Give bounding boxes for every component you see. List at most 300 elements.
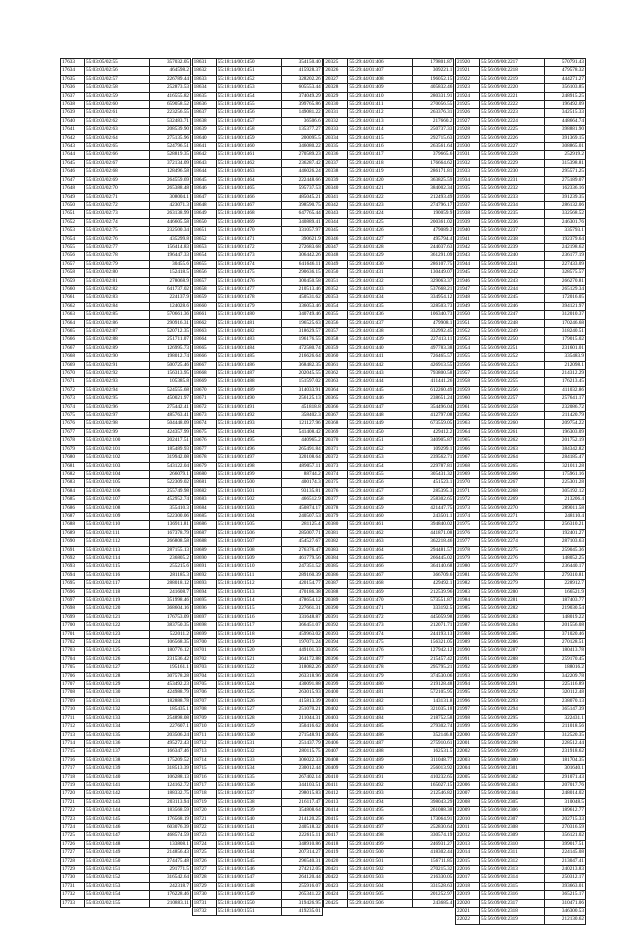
table-row [61, 185, 191, 193]
row-id-cell: 17677 [61, 428, 85, 436]
timestamp-cell: 55:56:09/00:2272 [479, 521, 544, 529]
table-row [455, 529, 585, 537]
table-row [455, 185, 585, 193]
timestamp-cell: 55:29:44/01:485 [348, 723, 413, 731]
timestamp-cell: 55:03:03/02:115 [85, 563, 150, 571]
value-cell: 256310.21 [544, 521, 585, 529]
timestamp-cell: 55:56:09/00:2300 [479, 756, 544, 764]
table-row [455, 681, 585, 689]
table-row [455, 109, 585, 117]
timestamp-cell: 55:56:09/00:2223 [479, 109, 544, 117]
table-row [61, 168, 191, 176]
value-cell: 572105.95 [413, 689, 454, 697]
timestamp-cell: 55:18:14/00:1472 [216, 243, 281, 251]
timestamp-cell: 55:56:09/00:2260 [479, 420, 544, 428]
timestamp-cell: 55:03:03/02:148 [85, 840, 150, 848]
table-row [61, 899, 191, 907]
table-row [192, 647, 322, 655]
table-row [324, 92, 454, 100]
row-id-cell: 18664 [192, 336, 216, 344]
table-row [61, 353, 191, 361]
timestamp-cell: 55:18:14/00:1550 [216, 899, 281, 907]
value-cell: 372134.09 [150, 159, 191, 167]
row-id-cell: 20387 [324, 580, 348, 588]
value-cell: 250312.17 [544, 874, 585, 882]
timestamp-cell: 55:03:03/02:73 [85, 210, 150, 218]
timestamp-cell: 55:18:14/00:1465 [216, 185, 281, 193]
row-id-cell: 20425 [324, 899, 348, 907]
table-row [61, 849, 191, 857]
row-id-cell: 17641 [61, 126, 85, 134]
table-row [324, 101, 454, 109]
timestamp-cell: 55:29:44/01:427 [348, 235, 413, 243]
row-id-cell: 17659 [61, 277, 85, 285]
row-id-cell: 17665 [61, 328, 85, 336]
row-id-cell: 20367 [324, 412, 348, 420]
timestamp-cell: 55:03:03/02:64 [85, 134, 150, 142]
value-cell: 267402.14 [281, 773, 322, 781]
value-cell: 196492.09 [544, 101, 585, 109]
value-cell: 348910.86 [281, 840, 322, 848]
table-row [455, 874, 585, 882]
table-row [455, 479, 585, 487]
row-id-cell: 21934 [455, 176, 479, 184]
timestamp-cell: 55:56:09/00:2306 [479, 807, 544, 815]
timestamp-cell: 55:29:44/01:486 [348, 731, 413, 739]
row-id-cell: 18641 [192, 143, 216, 151]
row-id-cell: 18631 [192, 59, 216, 67]
value-cell: 202417.51 [150, 437, 191, 445]
value-cell: 216117.47 [281, 798, 322, 806]
row-id-cell: 17717 [61, 765, 85, 773]
timestamp-cell: 55:03:03/02:60 [85, 101, 150, 109]
timestamp-cell: 55:18:14/00:1521 [216, 655, 281, 663]
value-cell: 167378.79 [150, 529, 191, 537]
table-row [455, 790, 585, 798]
row-id-cell: 22000 [455, 731, 479, 739]
row-id-cell: 22019 [455, 891, 479, 899]
row-id-cell: 17650 [61, 201, 85, 209]
value-cell: 412797.08 [413, 412, 454, 420]
row-id-cell: 18701 [192, 647, 216, 655]
timestamp-cell: 55:03:03/02:65 [85, 143, 150, 151]
value-cell: 265388.48 [150, 185, 191, 193]
timestamp-cell: 55:18:14/00:1549 [216, 891, 281, 899]
row-id-cell: 18712 [192, 739, 216, 747]
timestamp-cell: 55:29:44/01:483 [348, 706, 413, 714]
value-cell: 182888.78 [150, 697, 191, 705]
row-id-cell: 20337 [324, 159, 348, 167]
value-cell: 524555.68 [150, 386, 191, 394]
row-id-cell: 18728 [192, 874, 216, 882]
row-id-cell: 18694 [192, 588, 216, 596]
timestamp-cell: 55:18:14/00:1499 [216, 470, 281, 478]
table-row [324, 781, 454, 789]
table-row [455, 328, 585, 336]
table-row [192, 353, 322, 361]
table-row [61, 285, 191, 293]
value-cell: 280115.75 [281, 748, 322, 756]
value-cell: 528819.35 [150, 151, 191, 159]
timestamp-cell: 55:18:14/00:1491 [216, 403, 281, 411]
value-cell: 290916.31 [150, 319, 191, 327]
row-id-cell: 17695 [61, 580, 85, 588]
value-cell: 470186.38 [281, 588, 322, 596]
timestamp-cell: 55:56:09/00:2241 [479, 260, 544, 268]
table-row [192, 512, 322, 520]
timestamp-cell: 55:18:14/00:1551 [216, 908, 281, 916]
row-id-cell: 21972 [455, 496, 479, 504]
row-id-cell: 21968 [455, 462, 479, 470]
value-cell: 405832.46 [413, 84, 454, 92]
timestamp-cell: 55:29:44/01:449 [348, 420, 413, 428]
timestamp-cell: 55:29:44/01:462 [348, 529, 413, 537]
value-cell: 500725.46 [150, 361, 191, 369]
value-cell: 312010.37 [544, 311, 585, 319]
table-row [455, 84, 585, 92]
timestamp-cell: 55:03:03/02:138 [85, 756, 150, 764]
row-id-cell: 17699 [61, 613, 85, 621]
timestamp-cell: 55:56:09/00:2319 [479, 916, 544, 924]
value-cell: 374530.06 [413, 672, 454, 680]
row-id-cell: 21950 [455, 311, 479, 319]
table-row [192, 159, 322, 167]
table-row [61, 823, 191, 831]
table-row [61, 672, 191, 680]
value-cell: 239562.71 [413, 454, 454, 462]
value-cell: 435299.8 [150, 235, 191, 243]
row-id-cell: 21923 [455, 84, 479, 92]
row-id-cell: 17715 [61, 748, 85, 756]
value-cell: 236287.42 [281, 159, 322, 167]
timestamp-cell: 55:29:44/01:475 [348, 639, 413, 647]
row-id-cell: 20382 [324, 538, 348, 546]
table-row [192, 176, 322, 184]
value-cell: 201752.19 [544, 437, 585, 445]
table-row [455, 538, 585, 546]
timestamp-cell: 55:03:05/02:55 [85, 59, 150, 67]
value-cell: 570661.36 [150, 311, 191, 319]
timestamp-cell: 55:56:09/00:2318 [479, 908, 544, 916]
row-id-cell: 22004 [455, 765, 479, 773]
data-table-block-2 [192, 58, 323, 916]
timestamp-cell: 55:56:09/00:2252 [479, 353, 544, 361]
table-row [455, 899, 585, 907]
value-cell: 340889.41 [281, 218, 322, 226]
row-id-cell: 20420 [324, 857, 348, 865]
value-cell: 332568.52 [544, 210, 585, 218]
timestamp-cell: 55:03:03/02:69 [85, 176, 150, 184]
value-cell: 192379.64 [544, 235, 585, 243]
value-cell: 165027.15 [413, 781, 454, 789]
row-id-cell: 18657 [192, 277, 216, 285]
row-id-cell: 17705 [61, 664, 85, 672]
table-row [455, 496, 585, 504]
value-cell: 308004.1 [150, 193, 191, 201]
row-id-cell: 17670 [61, 370, 85, 378]
timestamp-cell: 55:29:44/01:487 [348, 739, 413, 747]
value-cell: 541408.42 [281, 428, 322, 436]
timestamp-cell: 55:18:14/00:1467 [216, 201, 281, 209]
table-row [192, 437, 322, 445]
value-cell: 196447.33 [150, 252, 191, 260]
row-id-cell: 20339 [324, 176, 348, 184]
table-row [192, 101, 322, 109]
table-row [455, 916, 585, 924]
row-id-cell: 18674 [192, 420, 216, 428]
table-row [324, 739, 454, 747]
value-cell: 342515.33 [544, 109, 585, 117]
row-id-cell: 22020 [455, 899, 479, 907]
row-id-cell: 17643 [61, 143, 85, 151]
row-id-cell: 17651 [61, 210, 85, 218]
timestamp-cell: 55:18:14/00:1535 [216, 773, 281, 781]
row-id-cell: 22017 [455, 874, 479, 882]
table-row [61, 420, 191, 428]
value-cell: 295795.21 [413, 664, 454, 672]
value-cell: 106288.13 [150, 773, 191, 781]
row-id-cell: 20419 [324, 849, 348, 857]
timestamp-cell: 55:03:03/02:95 [85, 395, 150, 403]
table-row [324, 151, 454, 159]
row-id-cell: 18725 [192, 849, 216, 857]
value-cell: 143131.8 [413, 697, 454, 705]
timestamp-cell: 55:03:03/02:74 [85, 218, 150, 226]
table-row [324, 218, 454, 226]
row-id-cell: 21941 [455, 235, 479, 243]
row-id-cell: 20381 [324, 529, 348, 537]
table-row [61, 370, 191, 378]
value-cell: 175961.16 [544, 470, 585, 478]
timestamp-cell: 55:03:03/02:83 [85, 294, 150, 302]
table-row [455, 546, 585, 554]
row-id-cell: 20344 [324, 218, 348, 226]
timestamp-cell: 55:29:44/01:479 [348, 672, 413, 680]
row-id-cell: 20412 [324, 790, 348, 798]
value-cell: 196176.55 [281, 336, 322, 344]
value-cell: 106568.35 [150, 639, 191, 647]
value-cell: 398881.90 [544, 126, 585, 134]
timestamp-cell: 55:29:44/01:504 [348, 882, 413, 890]
value-cell: 342209.78 [544, 672, 585, 680]
row-id-cell: 17719 [61, 781, 85, 789]
row-id-cell: 18678 [192, 454, 216, 462]
row-id-cell: 22018 [455, 882, 479, 890]
table-row [324, 176, 454, 184]
row-id-cell: 18673 [192, 412, 216, 420]
timestamp-cell: 55:18:14/00:1528 [216, 714, 281, 722]
row-id-cell: 20409 [324, 765, 348, 773]
timestamp-cell: 55:56:09/00:2222 [479, 101, 544, 109]
timestamp-cell: 55:03:03/02:136 [85, 739, 150, 747]
timestamp-cell: 55:18:14/00:1513 [216, 588, 281, 596]
timestamp-cell: 55:03:03/02:135 [85, 731, 150, 739]
table-row [324, 605, 454, 613]
row-id-cell: 20403 [324, 714, 348, 722]
value-cell: 166521.9 [544, 588, 585, 596]
table-row [192, 521, 322, 529]
table-row [324, 462, 454, 470]
row-id-cell: 21942 [455, 243, 479, 251]
row-id-cell: 20406 [324, 739, 348, 747]
value-cell: 726465.57 [413, 353, 454, 361]
value-cell: 464598.2 [150, 67, 191, 75]
table-row [324, 866, 454, 874]
row-id-cell: 18707 [192, 697, 216, 705]
row-id-cell: 17636 [61, 84, 85, 92]
table-row [192, 723, 322, 731]
value-cell: 274475.48 [150, 857, 191, 865]
value-cell: 472580.74 [281, 344, 322, 352]
table-row [61, 378, 191, 386]
table-row [455, 159, 585, 167]
table-row [192, 218, 322, 226]
timestamp-cell: 55:03:03/02:101 [85, 445, 150, 453]
value-cell: 181704.35 [544, 756, 585, 764]
value-cell: 305431.32 [413, 470, 454, 478]
row-id-cell: 20359 [324, 344, 348, 352]
table-row [324, 479, 454, 487]
timestamp-cell: 55:03:03/02:153 [85, 882, 150, 890]
row-id-cell: 17657 [61, 260, 85, 268]
value-cell: 415813.39 [281, 697, 322, 705]
table-row [455, 857, 585, 865]
timestamp-cell: 55:18:14/00:1516 [216, 613, 281, 621]
row-id-cell: 21983 [455, 588, 479, 596]
table-row [192, 714, 322, 722]
table-row [192, 344, 322, 352]
timestamp-cell: 55:56:09/00:2274 [479, 538, 544, 546]
table-row [455, 101, 585, 109]
row-id-cell: 22001 [455, 739, 479, 747]
value-cell: 340905.87 [413, 437, 454, 445]
value-cell: 240507.53 [281, 512, 322, 520]
row-id-cell: 20330 [324, 101, 348, 109]
table-row [61, 731, 191, 739]
row-id-cell: 18696 [192, 605, 216, 613]
timestamp-cell: 55:56:09/00:2236 [479, 218, 544, 226]
timestamp-cell: 55:18:14/00:1468 [216, 210, 281, 218]
value-cell: 336053.46 [281, 302, 322, 310]
table-row [61, 143, 191, 151]
table-row [455, 151, 585, 159]
timestamp-cell: 55:29:44/01:422 [348, 193, 413, 201]
value-cell: 461779.56 [281, 554, 322, 562]
row-id-cell: 20392 [324, 622, 348, 630]
row-id-cell: 17692 [61, 554, 85, 562]
value-cell: 489057.11 [281, 462, 322, 470]
timestamp-cell: 55:03:03/02:149 [85, 849, 150, 857]
row-id-cell: 20361 [324, 361, 348, 369]
row-id-cell: 17633 [61, 59, 85, 67]
timestamp-cell: 55:18:14/00:1486 [216, 361, 281, 369]
row-id-cell: 18688 [192, 538, 216, 546]
table-row [61, 218, 191, 226]
value-cell: 209754.22 [544, 420, 585, 428]
row-id-cell: 17698 [61, 605, 85, 613]
timestamp-cell: 55:03:03/02:59 [85, 92, 150, 100]
table-row [61, 75, 191, 83]
row-id-cell: 20404 [324, 723, 348, 731]
table-row [324, 756, 454, 764]
timestamp-cell: 55:29:44/01:426 [348, 227, 413, 235]
value-cell: 185489.93 [150, 445, 191, 453]
value-cell: 426913.55 [413, 361, 454, 369]
table-row [324, 235, 454, 243]
row-id-cell: 18732 [192, 908, 216, 916]
table-row [192, 84, 322, 92]
timestamp-cell: 55:56:09/00:2246 [479, 302, 544, 310]
timestamp-cell: 55:18:14/00:1523 [216, 672, 281, 680]
row-id-cell: 22011 [455, 823, 479, 831]
table-row [324, 117, 454, 125]
row-id-cell: 18731 [192, 899, 216, 907]
row-id-cell: 17702 [61, 639, 85, 647]
value-cell: 328575.57 [544, 269, 585, 277]
value-cell: 229787.81 [413, 462, 454, 470]
timestamp-cell: 55:29:44/01:441 [348, 353, 413, 361]
value-cell: 166347.46 [150, 748, 191, 756]
value-cell: 232500.34 [150, 227, 191, 235]
row-id-cell: 18695 [192, 597, 216, 605]
value-cell: 363825.59 [413, 176, 454, 184]
timestamp-cell: 55:18:14/00:1512 [216, 580, 281, 588]
row-id-cell: 22016 [455, 866, 479, 874]
table-row [61, 647, 191, 655]
timestamp-cell: 55:29:44/01:497 [348, 823, 413, 831]
table-row [61, 891, 191, 899]
timestamp-cell: 55:29:44/01:411 [348, 101, 413, 109]
timestamp-cell: 55:18:14/00:1522 [216, 664, 281, 672]
table-row [324, 59, 454, 67]
data-sheet [60, 58, 586, 923]
row-id-cell: 21924 [455, 92, 479, 100]
value-cell: 255749.98 [150, 487, 191, 495]
value-cell: 265491.84 [281, 445, 322, 453]
table-row [324, 790, 454, 798]
row-id-cell: 18639 [192, 126, 216, 134]
timestamp-cell: 55:03:03/02:70 [85, 185, 150, 193]
row-id-cell: 20413 [324, 798, 348, 806]
table-row [61, 260, 191, 268]
timestamp-cell: 55:18:14/00:1533 [216, 756, 281, 764]
timestamp-cell: 55:29:44/01:455 [348, 470, 413, 478]
table-row [324, 294, 454, 302]
table-row [324, 891, 454, 899]
value-cell: 121127.96 [281, 420, 322, 428]
table-row [455, 235, 585, 243]
table-row [455, 428, 585, 436]
row-id-cell: 20325 [324, 59, 348, 67]
timestamp-cell: 55:18:14/00:1459 [216, 134, 281, 142]
value-cell: 641737.02 [150, 285, 191, 293]
timestamp-cell: 55:29:44/01:494 [348, 798, 413, 806]
table-row [61, 538, 191, 546]
row-id-cell: 18670 [192, 386, 216, 394]
timestamp-cell: 55:29:44/01:469 [348, 588, 413, 596]
value-cell: 263318.96 [281, 672, 322, 680]
row-id-cell: 18651 [192, 227, 216, 235]
row-id-cell: 21944 [455, 260, 479, 268]
table-row [324, 689, 454, 697]
row-id-cell: 20353 [324, 294, 348, 302]
table-row [192, 395, 322, 403]
value-cell: 255215.6 [150, 563, 191, 571]
value-cell: 306442.26 [281, 252, 322, 260]
row-id-cell: 20377 [324, 496, 348, 504]
timestamp-cell: 55:03:03/02:84 [85, 302, 150, 310]
timestamp-cell: 55:29:44/01:490 [348, 765, 413, 773]
